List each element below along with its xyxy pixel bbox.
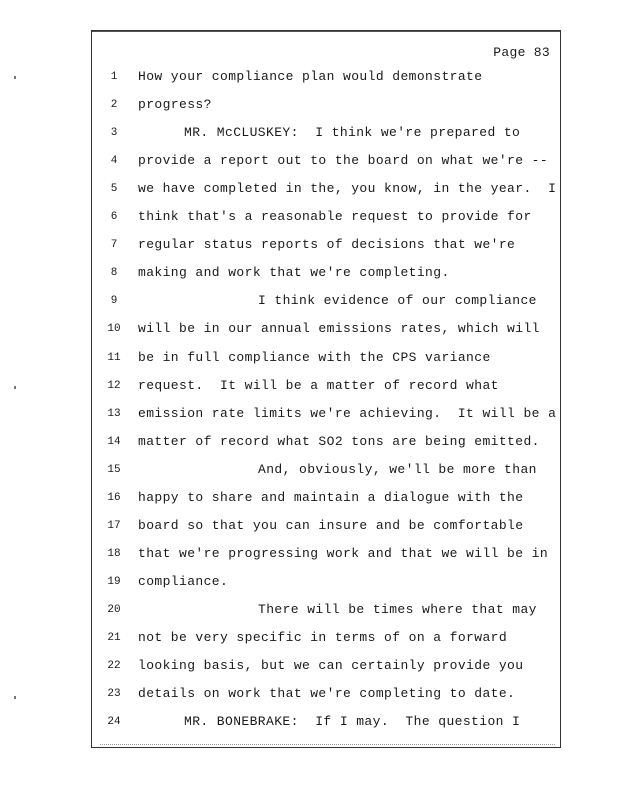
transcript-line	[92, 69, 560, 89]
line-text: happy to share and maintain a dialogue with the	[138, 489, 524, 505]
transcript-line	[92, 406, 560, 426]
transcript-line	[92, 462, 560, 482]
line-number: 10	[107, 323, 121, 336]
line-text: details on work that we're completing to date.	[138, 686, 516, 702]
line-text: progress?	[138, 97, 212, 113]
line-text: looking basis, but we can certainly provide you	[138, 658, 524, 674]
line-text: How your compliance plan would demonstrate	[138, 69, 483, 84]
transcript-line	[92, 518, 560, 538]
transcript-line	[92, 350, 560, 370]
line-text: request. It will be a matter of record what	[138, 377, 499, 393]
line-text: making and work that we're completing.	[138, 265, 450, 281]
line-text: that we're progressing work and that we will be in	[138, 545, 549, 561]
line-text: provide a report out to the board on what we're --	[138, 153, 549, 169]
line-number: 2	[110, 99, 118, 112]
line-text: And, obviously, we'll be more than	[258, 461, 537, 477]
transcript-line	[92, 546, 560, 566]
line-text: There will be times where that may	[258, 601, 537, 617]
transcript-line	[92, 265, 560, 285]
line-text: board so that you can insure and be comfortable	[138, 517, 524, 533]
line-text: matter of record what SO2 tons are being emitted.	[138, 433, 540, 449]
line-number: 23	[107, 688, 121, 701]
line-number: 3	[110, 127, 118, 140]
line-text: MR. McCLUSKEY: I think we're prepared to	[184, 125, 521, 141]
line-number: 8	[110, 267, 118, 280]
transcript-page	[91, 30, 561, 748]
line-number: 11	[107, 351, 121, 364]
line-number: 4	[110, 155, 118, 168]
line-number: 16	[107, 491, 121, 504]
line-text: be in full compliance with the CPS variance	[138, 349, 491, 365]
transcript-line	[92, 434, 560, 454]
line-number: 1	[110, 71, 118, 83]
line-number: 24	[107, 716, 121, 729]
line-text: compliance.	[138, 573, 229, 589]
transcript-line	[92, 97, 560, 117]
line-number: 9	[110, 295, 118, 308]
line-text: think that's a reasonable request to provide for	[138, 209, 532, 225]
transcript-line	[92, 125, 560, 145]
line-text: I think evidence of our compliance	[258, 293, 537, 309]
transcript-line	[92, 153, 560, 173]
transcript-line	[92, 181, 560, 201]
transcript-line	[92, 658, 560, 678]
line-text: emission rate limits we're achieving. It will be a	[138, 405, 557, 421]
scan-speck	[14, 386, 16, 389]
transcript-line	[92, 630, 560, 650]
transcript-line	[92, 490, 560, 510]
line-number: 20	[107, 603, 121, 616]
transcript-line	[92, 237, 560, 257]
transcript-line	[92, 209, 560, 229]
line-number: 14	[107, 435, 121, 448]
line-text: will be in our annual emissions rates, which will	[138, 321, 540, 337]
line-number: 18	[107, 547, 121, 560]
transcript-line	[92, 378, 560, 398]
transcript-line	[92, 321, 560, 341]
transcript-line	[92, 714, 560, 734]
transcript-line	[92, 602, 560, 622]
line-number: 5	[110, 183, 118, 196]
scan-speck	[14, 76, 16, 79]
transcript-line	[92, 686, 560, 706]
line-text: not be very specific in terms of on a forward	[138, 630, 508, 645]
line-number: 22	[107, 660, 121, 673]
line-number: 12	[107, 379, 121, 392]
page-number: Page 83	[493, 45, 550, 60]
line-text: we have completed in the, you know, in the year. I	[138, 181, 557, 197]
line-number: 6	[110, 211, 118, 224]
line-number: 21	[107, 632, 121, 644]
line-text: MR. BONEBRAKE: If I may. The question I	[184, 714, 521, 730]
line-number: 19	[107, 575, 121, 588]
transcript-line	[92, 293, 560, 313]
transcript-line	[92, 574, 560, 594]
line-number: 15	[107, 463, 121, 476]
line-number: 7	[110, 239, 118, 252]
line-number: 17	[107, 519, 121, 532]
scan-bottom-edge	[100, 744, 555, 745]
frame-top-border	[92, 31, 560, 32]
line-number: 13	[107, 407, 121, 420]
line-text: regular status reports of decisions that we're	[138, 237, 516, 253]
scan-speck	[14, 696, 16, 699]
